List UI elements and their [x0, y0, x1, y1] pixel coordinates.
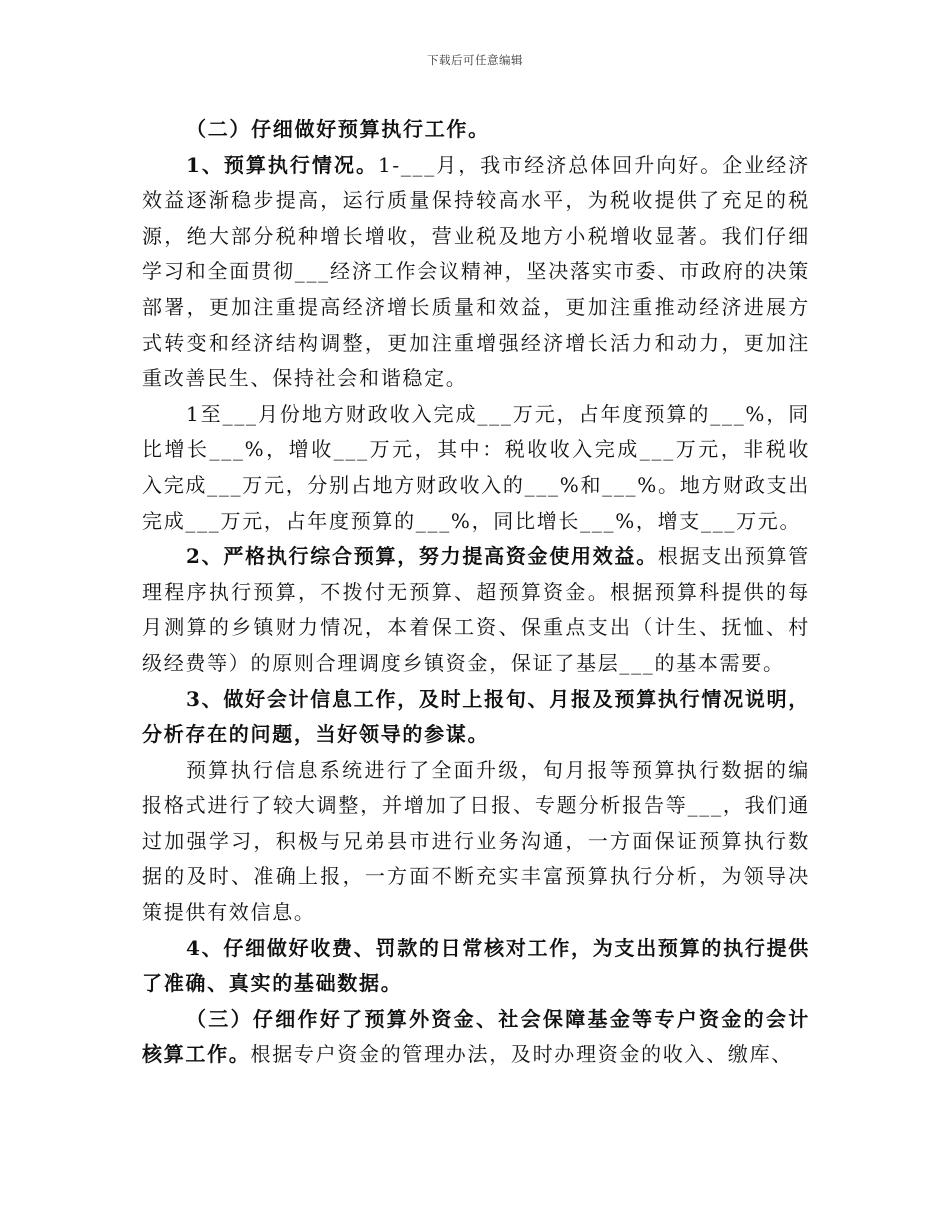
- paragraph-text: 根据支出预算管理程序执行预算，不拨付无预算、超预算资金。根据预算科提供的每月测算的乡镇财力情况，本着保工资、保重点支出（计生、抚恤、村级经费等）的原则合理调度乡镇资金，保证了基层___的基本需要。: [142, 544, 810, 675]
- paragraph-lead: 3、做好会计信息工作，及时上报旬、月报及预算执行情况说明，分析存在的问题，当好领导的参谋。: [142, 686, 810, 747]
- document-body: [142, 112, 810, 1073]
- section-heading-text: （三）仔细作好了预算外资金、社会保障基金等专户资金的会计核算工作。: [142, 1006, 810, 1067]
- paragraph-comprehensive-budget: [142, 539, 810, 681]
- paragraph-lead: 2、严格执行综合预算，努力提高资金使用效益。: [186, 544, 658, 569]
- paragraph-revenue-figures: [142, 397, 810, 539]
- paragraph-text: 预算执行信息系统进行了全面升级，旬月报等预算执行数据的编报格式进行了较大调整，并增加了日报、专题分析报告等___，我们通过加强学习，积极与兄弟县市进行业务沟通，一方面保证预算执行数据的及时、准确上报，一方面不断充实丰富预算执行分析，为领导决策提供有效信息。: [142, 757, 810, 925]
- section-heading-3: [142, 1002, 810, 1073]
- section-heading-text: （二）仔细做好预算执行工作。: [186, 117, 490, 141]
- paragraph-budget-execution: [142, 148, 810, 397]
- page-header: 下载后可任意编辑: [427, 53, 523, 67]
- paragraph-text: 根据专户资金的管理办法，及时办理资金的收入、缴库、: [250, 1042, 793, 1067]
- paragraph-system-upgrade: [142, 753, 810, 931]
- section-heading-2: [142, 112, 810, 148]
- paragraph-fees-verification: [142, 931, 810, 1002]
- paragraph-text: 1-___月，我市经济总体回升向好。企业经济效益逐渐稳步提高，运行质量保持较高水平，为税收提供了充足的税源，绝大部分税种增长增收，营业税及地方小税增收显著。我们仔细学习和全面贯彻___经济工作会议精神，坚决落实市委、市政府的决策部署，更加注重提高经济增长质量和效益，更加注重推动经济进展方式转变和经济结构调整，更加注重增强经济增长活力和动力，更加注重改善民生、保持社会和谐稳定。: [142, 152, 810, 391]
- paragraph-text: 1至___月份地方财政收入完成___万元，占年度预算的___%，同比增长___%，增收___万元，其中：税收收入完成___万元，非税收入完成___万元，分别占地方财政收入的___%和___%。地方财政支出完成___万元，占年度预算的___%，同比增长___%，增支___万元。: [142, 401, 810, 533]
- paragraph-lead: 1、预算执行情况。: [186, 152, 378, 177]
- paragraph-accounting-info: [142, 682, 810, 753]
- paragraph-lead: 4、仔细做好收费、罚款的日常核对工作，为支出预算的执行提供了准确、真实的基础数据。: [142, 935, 810, 996]
